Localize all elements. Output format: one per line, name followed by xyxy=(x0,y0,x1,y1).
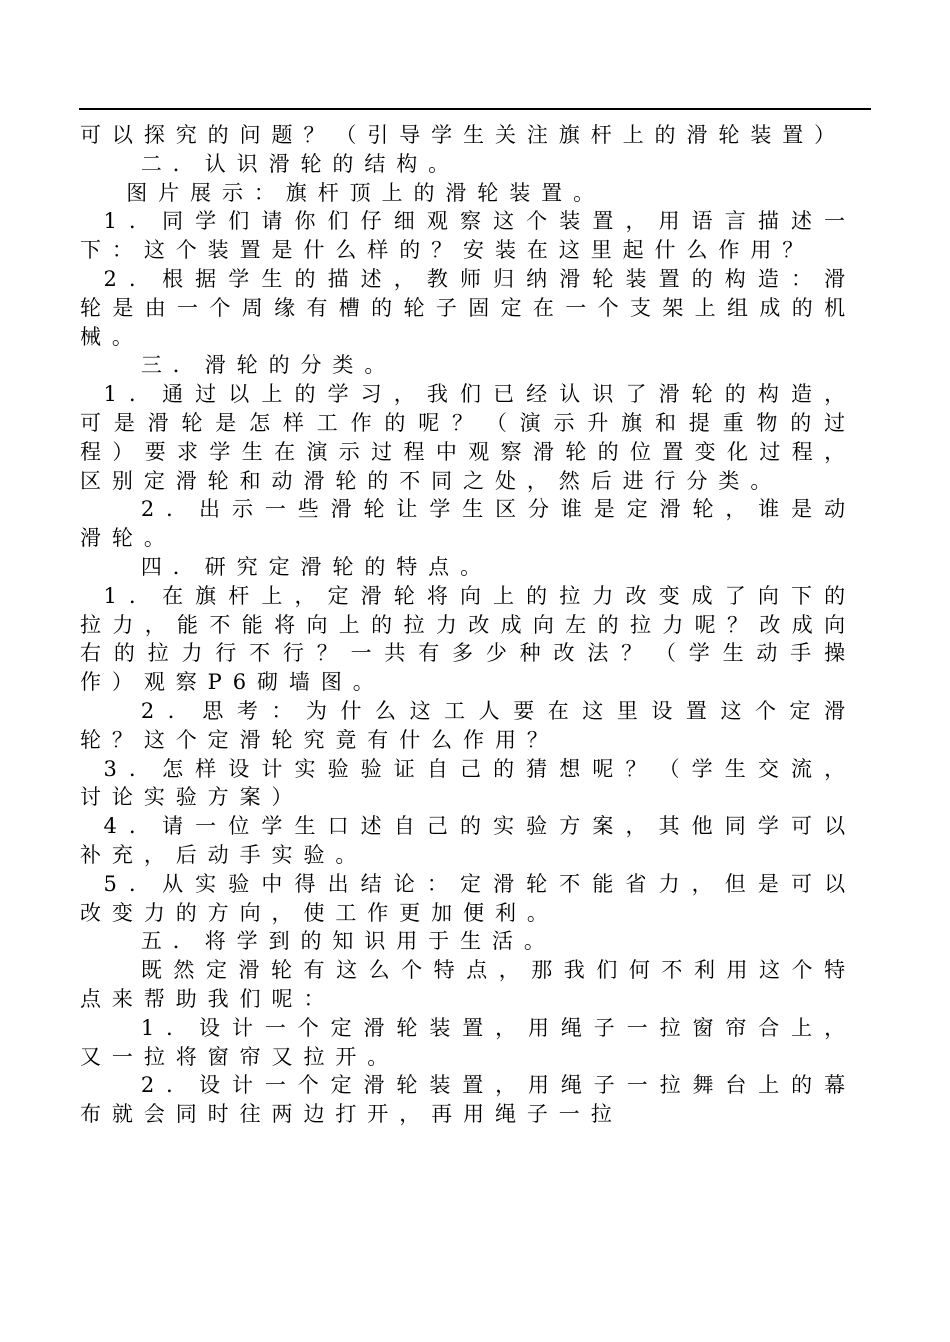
section-heading-5: 五．将学到的知识用于生活。 xyxy=(140,929,556,954)
paragraph-item: 1．设计一个定滑轮装置，用绳子一拉窗帘合上，又一拉将窗帘又拉开。 xyxy=(80,1015,856,1069)
paragraph-intro: 既然定滑轮有这么个特点，那我们何不利用这个特点来帮助我们呢： xyxy=(80,958,856,1011)
paragraph-item: 3．怎样设计实验验证自己的猜想呢？（学生交流，讨论实验方案） xyxy=(80,756,856,810)
header-rule xyxy=(79,108,871,110)
section-heading-2: 二．认识滑轮的结构。 xyxy=(140,151,461,176)
paragraph-item: 1．通过以上的学习，我们已经认识了滑轮的构造，可是滑轮是怎样工作的呢？（演示升旗和提重物的过程）要求学生在演示过程中观察滑轮的位置变化过程，区别定滑轮和动滑轮的不同之处，然后进行分类。 xyxy=(80,382,856,493)
section-heading-3: 三．滑轮的分类。 xyxy=(140,353,397,378)
paragraph-item: 1．在旗杆上，定滑轮将向上的拉力改变成了向下的拉力，能不能将向上的拉力改成向左的拉力呢？改成向右的拉力行不行？一共有多少种改法？（学生动手操作）观察P6砌墙图。 xyxy=(80,583,856,695)
section-heading-4: 四．研究定滑轮的特点。 xyxy=(140,554,493,579)
paragraph-item: 2．出示一些滑轮让学生区分谁是定滑轮，谁是动滑轮。 xyxy=(80,497,856,551)
paragraph-item: 5．从实验中得出结论：定滑轮不能省力，但是可以改变力的方向，使工作更加便利。 xyxy=(80,871,856,925)
paragraph-item: 2．思考：为什么这工人要在这里设置这个定滑轮？这个定滑轮究竟有什么作用？ xyxy=(80,698,856,752)
paragraph-picture-display: 图片展示：旗杆顶上的滑轮装置。 xyxy=(126,180,605,205)
paragraph-item: 2．设计一个定滑轮装置，用绳子一拉舞台上的幕布就会同时往两边打开，再用绳子一拉 xyxy=(80,1073,856,1127)
paragraph-item: 2．根据学生的描述，教师归纳滑轮装置的构造：滑轮是由一个周缘有槽的轮子固定在一个支架上组成的机械。 xyxy=(80,266,856,349)
paragraph-item: 4．请一位学生口述自己的实验方案，其他同学可以补充，后动手实验。 xyxy=(80,814,856,867)
paragraph-item: 1．同学们请你们仔细观察这个装置，用语言描述一下：这个装置是什么样的？安装在这里起什么作用？ xyxy=(80,209,856,263)
document-body xyxy=(80,121,856,1129)
paragraph-continuation: 可以探究的问题？（引导学生关注旗杆上的滑轮装置） xyxy=(80,123,847,147)
